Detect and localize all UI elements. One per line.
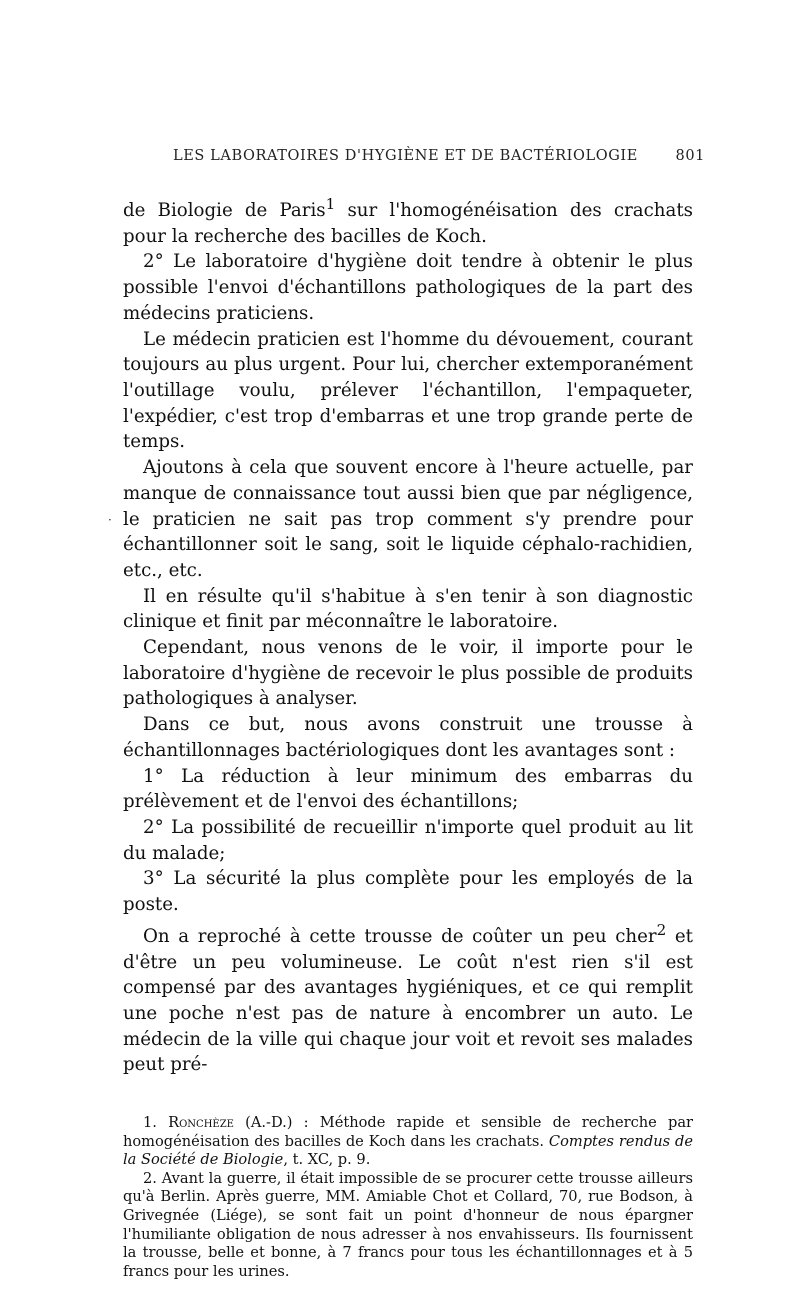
running-header [123, 148, 705, 172]
paragraph: Cependant, nous venons de le voir, il importe pour le laboratoire d'hygiène de recevoir le plus possible de produits pathologiques à analyser. [123, 637, 693, 710]
book-page [123, 148, 705, 1281]
footnote-text: : Méthode rapide et sensible de recherche par homogénéisation des bacilles de Koch dans les crachats. [123, 1114, 693, 1150]
paragraph: Le médecin praticien est l'homme du dévouement, courant toujours au plus urgent. Pour lui, chercher extemporanément l'outillage voulu, prélever l'échantillon, l'empaqueter, l'expédier, c'est trop d'embarras et une trop grande perte de temps. [123, 328, 693, 453]
paragraph-text: On a reproché à cette trousse de coûter un peu cher [143, 925, 657, 947]
paragraph-text: sur l'homogénéisation des crachats pour la recherche des bacilles de Koch. [123, 200, 693, 247]
paragraph: 2° Le laboratoire d'hygiène doit tendre à obtenir le plus possible l'envoi d'échantillons pathologiques de la part des médecins praticiens. [123, 251, 693, 324]
paragraph: Dans ce but, nous avons construit une trousse à échantillonnages bactériologiques dont les avantages sont : [123, 714, 693, 761]
margin-mark: · [108, 513, 112, 527]
paragraph [123, 918, 693, 1078]
list-item: 1° La réduction à leur minimum des embarras du prélèvement et de l'envoi des échantillons; [123, 765, 693, 813]
footnote-number: 1. [143, 1114, 169, 1132]
list-item: 3° La sécurité la plus complète pour les employés de la poste. [123, 868, 693, 916]
page-number: 801 [675, 148, 705, 164]
list-item: 2° La possibilité de recueillir n'importe quel produit au lit du malade; [123, 816, 693, 864]
footnote-author: Ronchèze (A.-D.) [168, 1114, 293, 1132]
body-text [123, 192, 693, 1078]
paragraph-continued [123, 192, 693, 249]
paragraph: Il en résulte qu'il s'habitue à s'en tenir à son diagnostic clinique et finit par méconnaître le laboratoire. [123, 585, 693, 633]
paragraph-text: et d'être un peu volumineuse. Le coût n'est rien s'il est compensé par des avantages hygiéniques, et ce qui remplit une poche n'est pas de nature à encombrer un auto. Le médecin de la ville qui chaque jour voit et revoit ses malades peut pré- [123, 925, 693, 1076]
running-title: LES LABORATOIRES D'HYGIÈNE ET DE BACTÉRIOLOGIE [173, 148, 638, 164]
footnote-ref: 2 [656, 920, 667, 939]
footnotes [123, 1114, 693, 1281]
footnote-1 [123, 1114, 693, 1170]
footnote-ref: 1 [325, 195, 336, 213]
paragraph: Ajoutons à cela que souvent encore à l'heure actuelle, par manque de connaissance tout aussi bien que par négligence, le praticien ne sait pas trop comment s'y prendre pour échantillonner soit le sang, soit le liquide céphalo-rachidien, etc., etc. [123, 457, 693, 581]
paragraph-text: de Biologie de Paris [123, 200, 326, 222]
footnote-reference: , t. XC, p. 9. [283, 1151, 371, 1169]
footnote-2: 2. Avant la guerre, il était impossible de se procurer cette trousse ailleurs qu'à Berlin. Après guerre, MM. Amiable Chot et Collard, 70, rue Bodson, à Grivegnée (Liége), se sont fait un point d'honneur de nous épargner l'humiliante obligation de nous adresser à nos envahisseurs. Ils fournissent la trousse, belle et bonne, à 7 francs pour tous les échantillonnages et à 5 francs pour les urines. [123, 1169, 693, 1280]
footnote-journal: Comptes rendus de la Société de Biologie [123, 1132, 693, 1169]
